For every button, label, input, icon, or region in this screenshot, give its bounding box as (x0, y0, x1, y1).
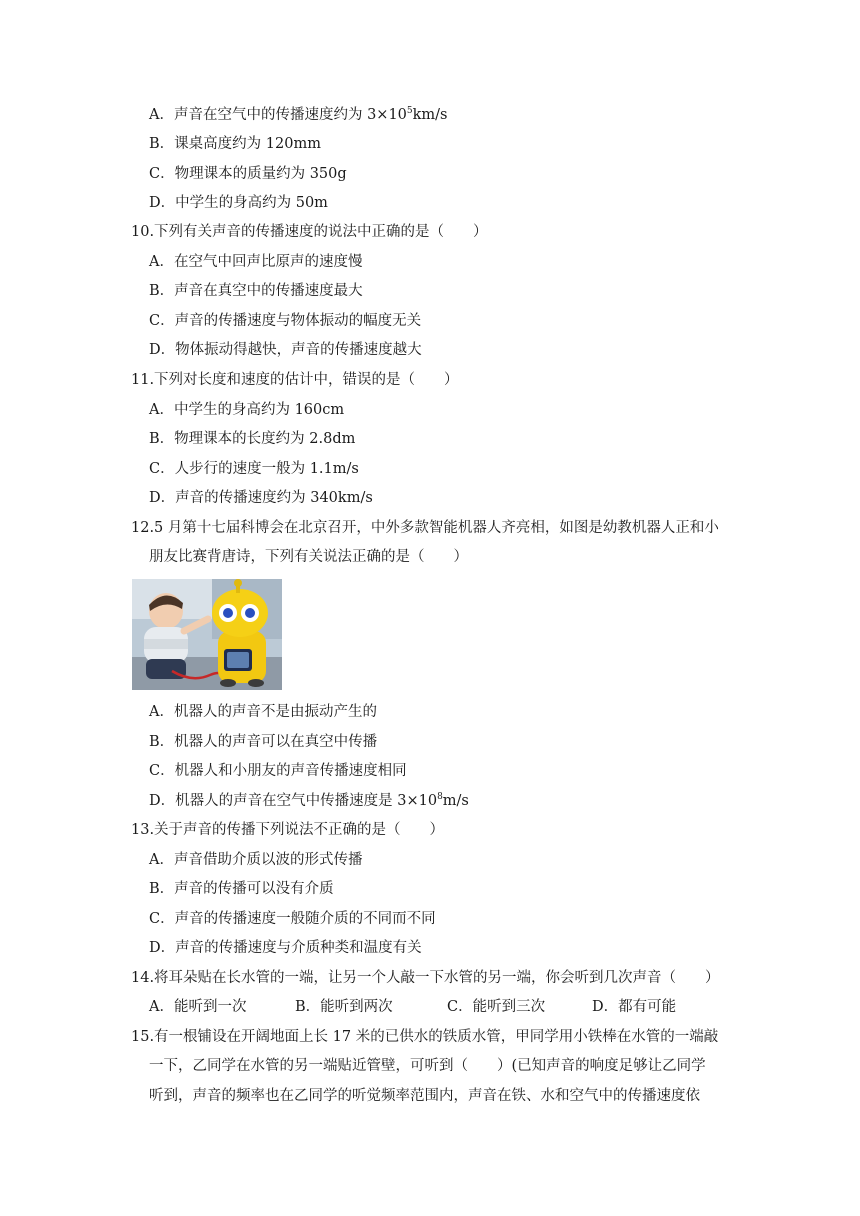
q10-option-c: C．声音的传播速度与物体振动的幅度无关 (149, 313, 422, 329)
q11-option-c: C．人步行的速度一般为 1.1m/s (149, 461, 359, 477)
q10-option-a: A．在空气中回声比原声的速度慢 (149, 254, 363, 270)
robot-child-photo-drawing (132, 579, 282, 690)
q14-option-a: A．能听到一次 (149, 999, 247, 1015)
q15-stem-line1: 15.有一根铺设在开阔地面上长 17 米的已供水的铁质水管，甲同学用小铁棒在水管的一端敲 (131, 1029, 719, 1045)
q14-option-b: B．能听到两次 (295, 999, 393, 1015)
q12-option-b: B．机器人的声音可以在真空中传播 (149, 734, 378, 750)
q9-option-a-text: A．声音在空气中的传播速度约为 3×10 (149, 107, 407, 123)
q12-option-c: C．机器人和小朋友的声音传播速度相同 (149, 763, 407, 779)
q12-stem-line2: 朋友比赛背唐诗，下列有关说法正确的是（ ） (149, 549, 468, 565)
q14-options-row (149, 997, 749, 1017)
q11-option-b: B．物理课本的长度约为 2.8dm (149, 431, 356, 447)
q12-option-d-text: D．机器人的声音在空气中传播速度是 3×10 (149, 793, 438, 809)
q15-stem-line3: 听到，声音的频率也在乙同学的听觉频率范围内，声音在铁、水和空气中的传播速度依 (149, 1088, 700, 1104)
q12-option-d-exponent: 8 (437, 792, 443, 802)
q12-option-a: A．机器人的声音不是由振动产生的 (149, 704, 377, 720)
q9-option-a-unit: km/s (412, 107, 448, 123)
q11-stem: 11.下列对长度和速度的估计中，错误的是（ ） (131, 372, 459, 388)
q9-option-b: B．课桌高度约为 120mm (149, 136, 321, 152)
q14-option-c: C．能听到三次 (447, 999, 546, 1015)
q10-option-b: B．声音在真空中的传播速度最大 (149, 283, 363, 299)
q13-option-a: A．声音借助介质以波的形式传播 (149, 852, 363, 868)
q9-option-a (149, 105, 448, 125)
q13-option-c: C．声音的传播速度一般随介质的不同而不同 (149, 911, 436, 927)
q9-option-a-exponent: 5 (406, 106, 413, 116)
q13-stem: 13.关于声音的传播下列说法不正确的是（ ） (131, 822, 445, 838)
q13-option-d: D．声音的传播速度与介质种类和温度有关 (149, 940, 422, 956)
q10-option-d: D．物体振动得越快，声音的传播速度越大 (149, 342, 422, 358)
q15-stem-line2: 一下，乙同学在水管的另一端贴近管壁，可听到（ ）(已知声音的响度足够让乙同学 (149, 1058, 706, 1074)
robot-child-photo (132, 579, 282, 690)
q13-option-b: B．声音的传播可以没有介质 (149, 881, 334, 897)
q12-stem-line1: 12.5 月第十七届科博会在北京召开，中外多款智能机器人齐亮相，如图是幼教机器人正和小 (131, 520, 719, 536)
q14-option-d: D．都有可能 (592, 999, 677, 1015)
q9-option-d: D．中学生的身高约为 50m (149, 195, 328, 211)
q11-option-a: A．中学生的身高约为 160cm (149, 402, 345, 418)
q9-option-c: C．物理课本的质量约为 350g (149, 166, 347, 182)
q12-option-d (149, 791, 469, 811)
q14-stem: 14.将耳朵贴在长水管的一端，让另一个人敲一下水管的另一端，你会听到几次声音（ ） (131, 970, 720, 986)
q11-option-d: D．声音的传播速度约为 340km/s (149, 490, 373, 506)
q12-option-d-unit: m/s (442, 793, 469, 809)
q10-stem: 10.下列有关声音的传播速度的说法中正确的是（ ） (131, 224, 488, 240)
